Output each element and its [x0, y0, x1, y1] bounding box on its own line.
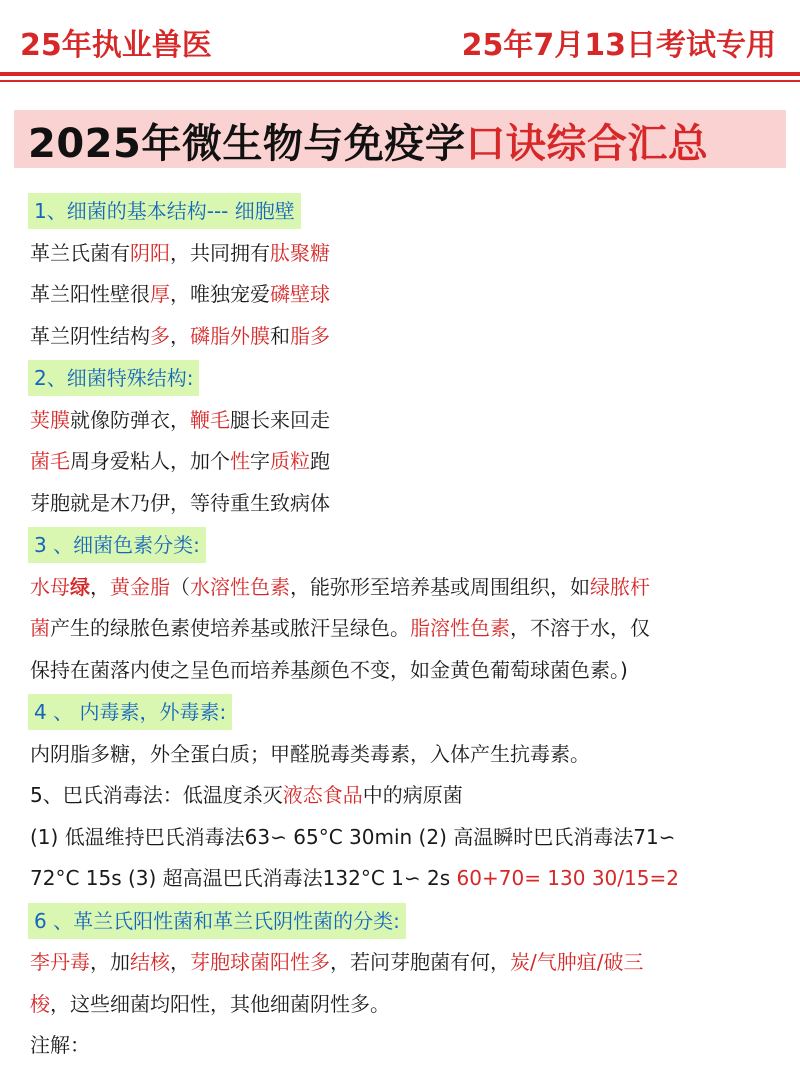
section-heading: 2、细菌特殊结构:: [28, 360, 199, 396]
section-1-line-2: [30, 274, 778, 316]
highlight-run: 60+70= 130 30/15=2: [456, 866, 679, 890]
section-3-line-1: [30, 567, 778, 609]
section-6-line-1: [30, 942, 778, 984]
highlight-run: 性: [230, 449, 250, 473]
highlight-run: 菌: [30, 616, 50, 640]
highlight-run: 绿脓杆: [590, 574, 650, 599]
highlight-run: 磷壁球: [270, 282, 330, 306]
highlight-run: 结核: [130, 950, 170, 974]
section-3-heading-line: [30, 524, 778, 567]
section-2-heading-line: [30, 357, 778, 400]
highlight-run: 脂溶性色素: [410, 616, 510, 640]
text-run: 产生的绿脓色素使培养基或脓汗呈绿色。: [50, 616, 410, 640]
highlight-run: 磷脂外膜: [190, 323, 270, 348]
section-heading: 3 、细菌色素分类:: [28, 527, 206, 563]
note-label: 注解：: [30, 1033, 90, 1057]
text-run: 芽胞就是木乃伊，等待重生致病体: [30, 490, 330, 515]
text-run: 保持在菌落内使之呈色而培养基颜色不变，如金黄色葡萄球菌色素。): [30, 657, 628, 682]
text-run: 革兰阴性结构: [30, 323, 150, 348]
highlight-run: 水母: [30, 574, 70, 599]
highlight-run: 多: [150, 323, 170, 348]
highlight-run: 芽胞球菌阳性多: [190, 950, 330, 974]
section-5-line-1: [30, 775, 778, 817]
section-6-heading-line: [30, 900, 778, 943]
highlight-run: 绿: [70, 574, 90, 599]
text-run: 革兰氏菌有: [30, 240, 130, 265]
section-1-line-1: [30, 233, 778, 275]
text-run: ，: [170, 323, 190, 348]
text-run: ，这些细菌均阳性，其他细菌阴性多。: [50, 991, 390, 1016]
highlight-run: 水溶性色素: [190, 574, 290, 599]
highlight-run: 液态食品: [282, 783, 363, 807]
text-run: 腿长来回走: [230, 407, 330, 432]
section-3-line-3: [30, 650, 778, 692]
highlight-run: 炭/气肿疽/破三: [510, 950, 644, 974]
text-run: 跑: [310, 449, 330, 473]
text-run: ，能弥形至培养基或周围组织，如: [290, 574, 590, 599]
header-divider-thick: [0, 72, 800, 76]
text-run: 内阴脂多糖，外全蛋白质；甲醛脱毒类毒素，入体产生抗毒素。: [30, 741, 590, 766]
text-run: 和: [270, 323, 290, 348]
header-left-label: 25年执业兽医: [20, 28, 212, 63]
header-divider-thin: [0, 80, 800, 82]
text-run: 字: [250, 449, 270, 473]
text-run: ，: [170, 950, 190, 974]
text-run: ，加: [90, 950, 130, 974]
text-run: 周身爱粘人，加个: [70, 449, 230, 473]
text-run: ，共同拥有: [170, 240, 270, 265]
text-run: ，不溶于水，仅: [510, 616, 650, 640]
section-4-heading-line: [30, 691, 778, 734]
section-heading: 6 、革兰氏阳性菌和革兰氏阴性菌的分类:: [28, 903, 406, 939]
section-5-line-2: [30, 817, 778, 859]
section-6-line-3: [30, 1025, 778, 1067]
section-heading: 4 、 内毒素，外毒素:: [28, 694, 232, 730]
text-run: ，若问芽胞菌有何，: [330, 950, 510, 974]
section-3-line-2: [30, 608, 778, 650]
section-1-heading-line: [30, 190, 778, 233]
section-1-line-3: [30, 316, 778, 358]
highlight-run: 厚: [150, 282, 170, 306]
text-run: 72°C 15s (3) 超高温巴氏消毒法132°C 1∽ 2s: [30, 866, 457, 890]
title-accent: 口诀综合汇总: [465, 121, 709, 167]
text-run: 5、巴氏消毒法：低温度杀灭: [30, 783, 283, 807]
section-5-line-3: [30, 858, 778, 900]
text-run: (1) 低温维持巴氏消毒法63∽ 65°C 30min (2) 高温瞬时巴氏消毒法71∽: [30, 824, 676, 849]
text-run: ，唯独宠爱: [170, 282, 270, 306]
text-run: 中的病原菌: [362, 783, 463, 807]
highlight-run: 黄金脂: [110, 574, 170, 599]
text-run: （: [170, 574, 190, 599]
highlight-run: 荚膜: [30, 407, 70, 432]
highlight-run: 梭: [30, 991, 50, 1016]
highlight-run: 脂多: [290, 323, 330, 348]
text-run: 革兰阳性壁很: [30, 282, 150, 306]
highlight-run: 肽聚糖: [270, 240, 330, 265]
highlight-run: 阴阳: [130, 240, 170, 265]
title-main: 2025年微生物与免疫学: [28, 121, 466, 167]
highlight-run: 李丹毒: [30, 950, 90, 974]
section-2-line-3: [30, 483, 778, 525]
highlight-run: 菌毛: [30, 449, 70, 473]
section-2-line-1: [30, 400, 778, 442]
section-6-line-2: [30, 984, 778, 1026]
highlight-run: 鞭毛: [190, 407, 230, 432]
text-run: ，: [90, 574, 110, 599]
section-heading: 1、细菌的基本结构--- 细胞壁: [28, 193, 301, 229]
text-run: 就像防弹衣，: [70, 407, 190, 432]
highlight-run: 质粒: [270, 449, 310, 473]
page-title: [28, 112, 708, 169]
top-banner: [0, 0, 800, 74]
section-4-line-1: [30, 734, 778, 776]
header-right-label: 25年7月13日考试专用: [461, 28, 776, 63]
section-2-line-2: [30, 441, 778, 483]
article-body: [30, 190, 778, 1067]
